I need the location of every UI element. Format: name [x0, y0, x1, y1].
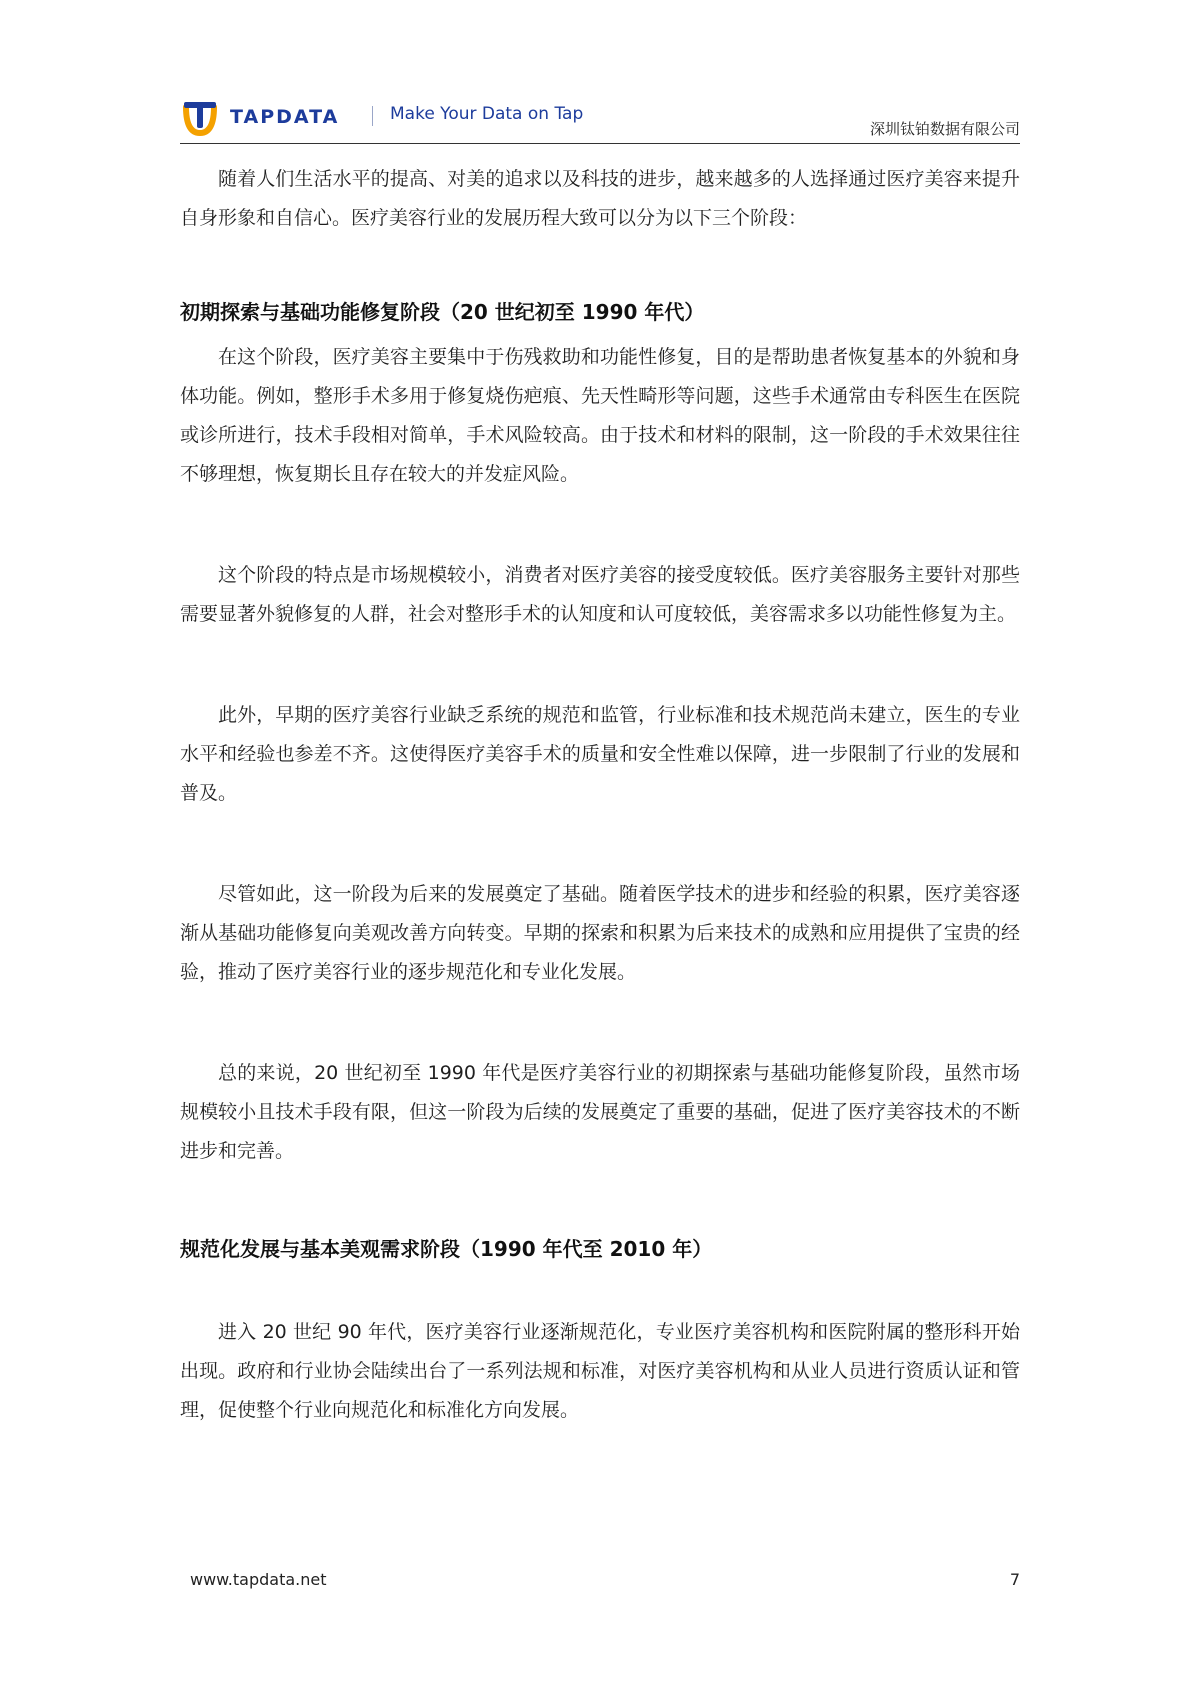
company-name: 深圳钛铂数据有限公司 — [869, 120, 1020, 138]
brand-name: TAPDATA — [230, 106, 340, 128]
header-divider — [372, 106, 373, 126]
tapdata-logo-icon — [180, 97, 220, 137]
section1-paragraph-5: 总的来说，20 世纪初至 1990 年代是医疗美容行业的初期探索与基础功能修复阶段，虽然市场规模较小且技术手段有限，但这一阶段为后续的发展奠定了重要的基础，促进了医疗美容技术的不断进步和完善。 — [180, 1062, 1020, 1162]
section1-paragraph-4: 尽管如此，这一阶段为后来的发展奠定了基础。随着医学技术的进步和经验的积累，医疗美容逐渐从基础功能修复向美观改善方向转变。早期的探索和积累为后来技术的成熟和应用提供了宝贵的经验，推动了医疗美容行业的逐步规范化和专业化发展。 — [180, 883, 1020, 983]
page-content — [180, 160, 1020, 1430]
page-number: 7 — [1009, 1570, 1020, 1589]
tapdata-logo — [180, 96, 339, 138]
header-rule — [180, 143, 1020, 144]
intro-paragraph: 随着人们生活水平的提高、对美的追求以及科技的进步，越来越多的人选择通过医疗美容来提升自身形象和自信心。医疗美容行业的发展历程大致可以分为以下三个阶段： — [180, 168, 1020, 229]
section-title-2: 规范化发展与基本美观需求阶段（1990 年代至 2010 年） — [180, 1237, 713, 1261]
section-title-1: 初期探索与基础功能修复阶段（20 世纪初至 1990 年代） — [180, 300, 705, 324]
section2-paragraph-1: 进入 20 世纪 90 年代，医疗美容行业逐渐规范化，专业医疗美容机构和医院附属的整形科开始出现。政府和行业协会陆续出台了一系列法规和标准，对医疗美容机构和从业人员进行资质认证和管理，促使整个行业向规范化和标准化方向发展。 — [180, 1321, 1020, 1421]
section1-paragraph-3: 此外，早期的医疗美容行业缺乏系统的规范和监管，行业标准和技术规范尚未建立，医生的专业水平和经验也参差不齐。这使得医疗美容手术的质量和安全性难以保障，进一步限制了行业的发展和普及。 — [180, 704, 1020, 804]
footer-website-link[interactable]: www.tapdata.net — [190, 1570, 327, 1589]
section1-paragraph-1: 在这个阶段，医疗美容主要集中于伤残救助和功能性修复，目的是帮助患者恢复基本的外貌和身体功能。例如，整形手术多用于修复烧伤疤痕、先天性畸形等问题，这些手术通常由专科医生在医院或诊所进行，技术手段相对简单，手术风险较高。由于技术和材料的限制，这一阶段的手术效果往往不够理想，恢复期长且存在较大的并发症风险。 — [180, 346, 1020, 485]
section1-paragraph-2: 这个阶段的特点是市场规模较小，消费者对医疗美容的接受度较低。医疗美容服务主要针对那些需要显著外貌修复的人群，社会对整形手术的认知度和认可度较低，美容需求多以功能性修复为主。 — [180, 564, 1020, 625]
brand-slogan: Make Your Data on Tap — [390, 104, 584, 124]
page-header — [180, 96, 1020, 144]
